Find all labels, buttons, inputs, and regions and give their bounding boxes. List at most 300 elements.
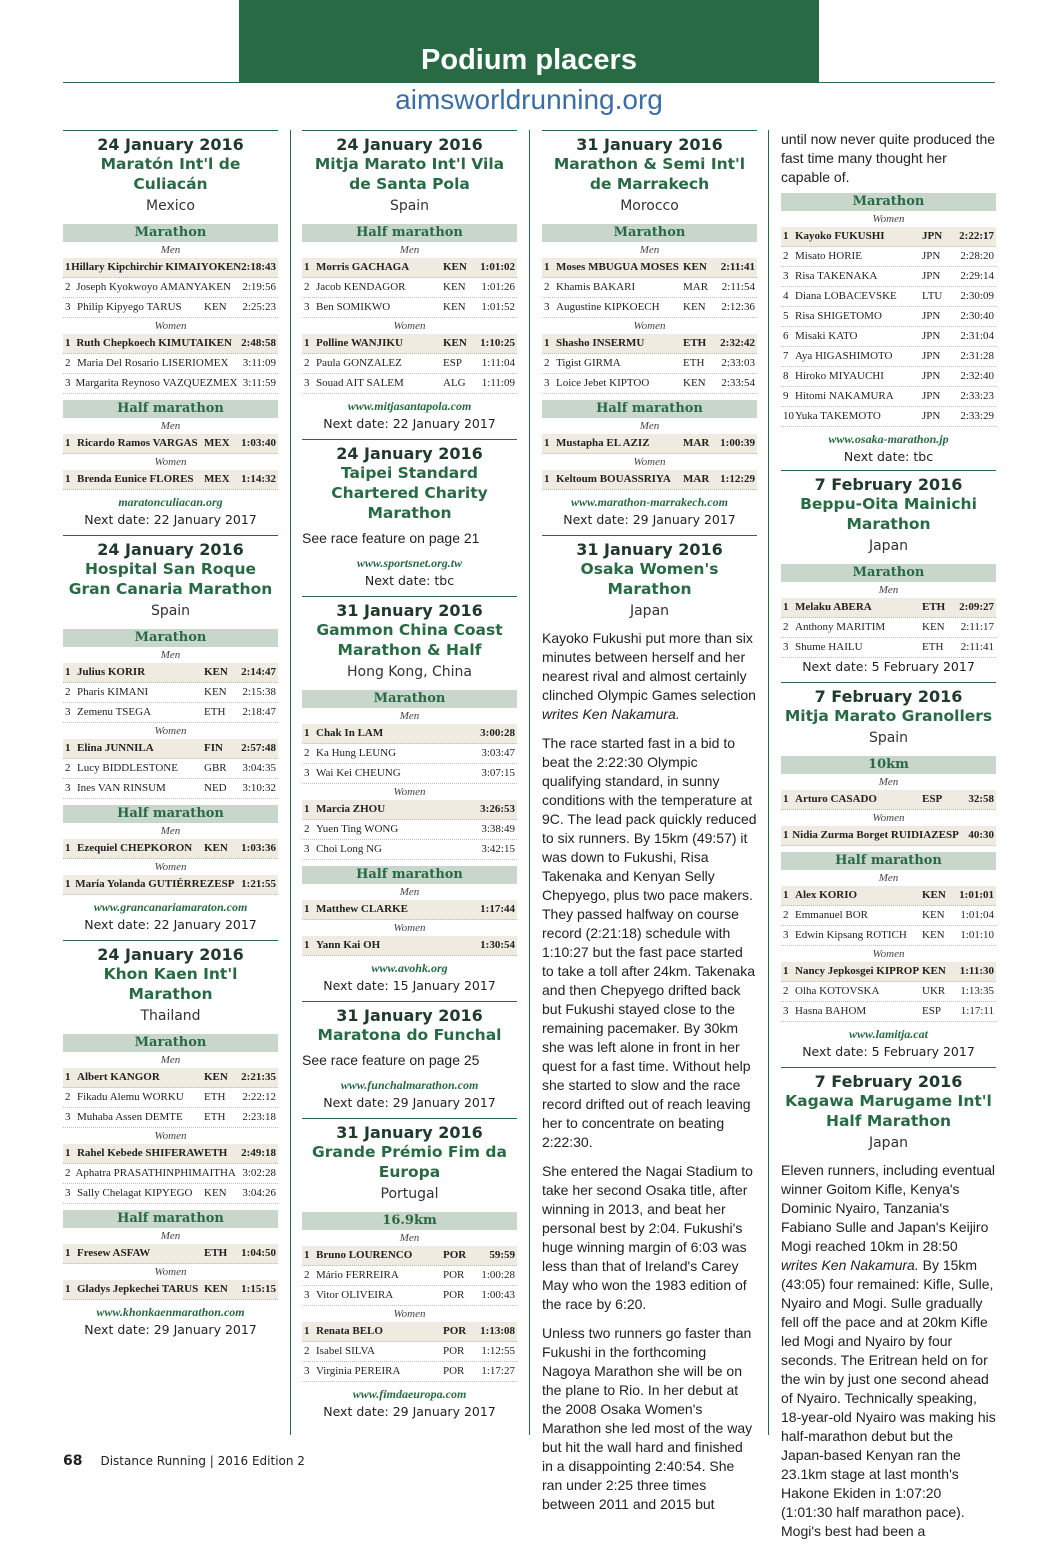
- athlete-name: Keltoum BOUASSRIYA: [556, 473, 671, 485]
- finish-time: 1:04:50: [241, 1247, 276, 1259]
- result-position: 3: [544, 377, 550, 389]
- finish-time: 1:01:10: [960, 929, 994, 941]
- race-name: Osaka Women's Marathon: [580, 560, 719, 598]
- finish-time: 2:49:18: [241, 1147, 276, 1159]
- result-position: 1: [783, 793, 789, 805]
- athlete-name: María Yolanda GUTIÉRREZ: [75, 878, 215, 890]
- race-feature-note: See race feature on page 21: [302, 530, 480, 546]
- finish-time: 2:33:54: [721, 377, 755, 389]
- result-row: [302, 278, 517, 298]
- finish-time: 1:14:32: [241, 473, 276, 485]
- result-position: 1: [783, 829, 789, 841]
- finish-time: 2:15:38: [242, 686, 276, 698]
- gender-label: Women: [154, 861, 187, 873]
- next-race-date: Next date: 22 January 2017: [84, 512, 257, 527]
- finish-time: 1:17:27: [481, 1365, 515, 1377]
- race-block: [302, 130, 517, 433]
- next-race-date: Next date: 29 January 2017: [323, 1095, 496, 1110]
- result-row: [63, 1088, 278, 1108]
- nationality: ETH: [683, 357, 705, 369]
- finish-time: 1:11:04: [481, 357, 515, 369]
- nationality: KEN: [922, 965, 946, 977]
- result-row: [781, 826, 996, 846]
- nationality: KEN: [443, 261, 467, 273]
- event-header: 16.9km: [302, 1212, 517, 1230]
- race-block: [63, 130, 278, 529]
- race-name: Grande Prémio Fim da Europa: [312, 1143, 507, 1181]
- result-row: [781, 267, 996, 287]
- page-title: Podium placers: [421, 44, 637, 76]
- finish-time: 2:28:20: [960, 250, 994, 262]
- race-block: [781, 682, 996, 1061]
- result-row: [63, 703, 278, 723]
- next-race-date: Next date: tbc: [364, 573, 455, 588]
- result-row: [302, 800, 517, 820]
- result-row: [781, 367, 996, 387]
- nationality: ETH: [204, 706, 226, 718]
- gender-label: Women: [633, 456, 666, 468]
- event-header: Marathon: [63, 224, 278, 242]
- nationality: NED: [204, 782, 227, 794]
- nationality: [443, 764, 473, 783]
- finish-time: 2:48:58: [241, 337, 276, 349]
- nationality: KEN: [443, 281, 466, 293]
- result-row: [542, 470, 757, 490]
- result-position: 3: [304, 377, 310, 389]
- result-position: 9: [783, 390, 789, 402]
- gender-label: Women: [154, 1130, 187, 1142]
- result-row: [302, 900, 517, 920]
- osaka-results: [781, 193, 996, 466]
- gender-label: Women: [154, 320, 187, 332]
- result-row: [302, 840, 517, 860]
- race-article-osaka: [542, 535, 757, 1514]
- column-3: [542, 130, 757, 1524]
- result-row: [302, 1362, 517, 1382]
- race-block: [542, 130, 757, 529]
- athlete-name: Khamis BAKARI: [556, 281, 636, 293]
- race-country: Japan: [868, 538, 909, 554]
- result-row: [781, 598, 996, 618]
- result-row: [781, 638, 996, 658]
- athlete-name: Hasna BAHOM: [795, 1005, 867, 1017]
- athlete-name: Melaku ABERA: [795, 601, 872, 613]
- finish-time: 2:31:28: [960, 350, 994, 362]
- race-name: Khon Kaen Int'l Marathon: [103, 965, 238, 1003]
- result-row: [781, 307, 996, 327]
- nationality: UKR: [922, 985, 946, 997]
- nationality: ETH: [922, 641, 944, 653]
- finish-time: 3:04:35: [242, 762, 276, 774]
- header-url[interactable]: aimsworldrunning.org: [395, 84, 663, 115]
- gender-label: Men: [399, 886, 420, 898]
- nationality: LTU: [922, 290, 943, 302]
- finish-time: 2:32:40: [960, 370, 994, 382]
- finish-time: 1:13:08: [480, 1325, 515, 1337]
- nationality: POR: [443, 1345, 465, 1357]
- nationality: [443, 744, 473, 763]
- finish-time: 2:11:41: [960, 641, 994, 653]
- result-position: 1: [304, 1249, 310, 1261]
- race-date: 24 January 2016: [97, 540, 244, 559]
- result-row: [63, 334, 278, 354]
- result-row: [302, 374, 517, 394]
- finish-time: 3:07:15: [481, 767, 515, 779]
- article-paragraph: The race started fast in a bid to beat the 2:22:30 Olympic qualifying standard, in sunny conditions with the temperature at 9C. The lead pack quickly reduced to six runners. By 15km (49:57) it was down to Fukushi, Risa Takenaka and Kenyan Selly Chepyego, plus two pace makers. They passed halfway on course record (2:21:18) schedule with 1:10:27 but the fast pace started to take a toll after 24km. Takenaka and then Chepyego drifted back but Fukushi stayed close to the remaining pacemaker. By 30km she was left alone in front in her quest for a fast time. Without help she started to slow and the race record drifted out of reach leaving her to concentrate on beating 2:22:30.: [542, 735, 757, 1150]
- race-date: 24 January 2016: [97, 945, 244, 964]
- finish-time: 1:11:30: [959, 965, 994, 977]
- race-name: Marathon & Semi Int'l de Marrakech: [553, 155, 746, 193]
- finish-time: 1:15:15: [241, 1283, 276, 1295]
- finish-time: 2:33:03: [721, 357, 755, 369]
- result-row: [63, 663, 278, 683]
- gender-label: Women: [393, 922, 426, 934]
- result-row: [542, 434, 757, 454]
- athlete-name: Jacob KENDAGOR: [316, 281, 406, 293]
- finish-time: 3:04:26: [242, 1187, 276, 1199]
- race-date: 7 February 2016: [814, 475, 963, 494]
- gender-label: Men: [878, 872, 899, 884]
- gender-label: Men: [160, 420, 181, 432]
- result-row: [63, 779, 278, 799]
- result-row: [302, 298, 517, 318]
- athlete-name: Brenda Eunice FLORES: [77, 473, 194, 485]
- nationality: ETH: [204, 1147, 228, 1159]
- athlete-name: Gladys Jepkechei TARUS: [77, 1283, 199, 1295]
- nationality: MEX: [204, 473, 230, 485]
- nationality: ESP: [938, 829, 959, 841]
- page-number: 68: [63, 1453, 83, 1469]
- race-date: 31 January 2016: [336, 601, 483, 620]
- finish-time: 3:26:53: [480, 803, 515, 815]
- result-position: 3: [304, 1365, 310, 1377]
- athlete-name: Hitomi NAKAMURA: [795, 390, 894, 402]
- nationality: KEN: [683, 261, 707, 273]
- nationality: KEN: [204, 1283, 228, 1295]
- athlete-name: Alex KORIO: [795, 889, 858, 901]
- result-row: [302, 1286, 517, 1306]
- gender-label: Men: [639, 244, 660, 256]
- athlete-name: Yuen Ting WONG: [316, 823, 399, 835]
- athlete-name: Chak In LAM: [316, 727, 384, 739]
- athlete-name: Ricardo Ramos VARGAS: [77, 437, 198, 449]
- athlete-name: Misaki KATO: [795, 330, 858, 342]
- athlete-name: Diana LOBACEVSKE: [795, 290, 897, 302]
- result-position: 2: [783, 621, 789, 633]
- athlete-name: Choi Long NG: [316, 843, 382, 855]
- race-website-link[interactable]: www.marathon-marrakech.com: [571, 495, 728, 509]
- gender-label: Men: [399, 710, 420, 722]
- finish-time: 1:10:25: [480, 337, 515, 349]
- header-divider: [63, 82, 995, 83]
- athlete-name: Kayoko FUKUSHI: [795, 230, 885, 242]
- publication-name: Distance Running | 2016 Edition 2: [100, 1454, 305, 1468]
- nationality: GBR: [204, 762, 227, 774]
- race-block: [302, 1118, 517, 1421]
- result-row: [63, 434, 278, 454]
- result-row: [302, 764, 517, 784]
- event-header: Marathon: [781, 564, 996, 582]
- nationality: ETH: [683, 337, 707, 349]
- result-position: 2: [65, 281, 71, 293]
- result-row: [781, 982, 996, 1002]
- result-position: 3: [65, 377, 71, 389]
- nationality: ETH: [204, 1091, 226, 1103]
- gender-label: Women: [872, 213, 905, 225]
- result-position: 2: [65, 357, 71, 369]
- nationality: THA: [213, 1167, 236, 1179]
- event-header: Half marathon: [781, 852, 996, 870]
- event-header: Half marathon: [302, 866, 517, 884]
- race-country: Hong Kong, China: [346, 664, 472, 680]
- result-row: [781, 906, 996, 926]
- race-date: 7 February 2016: [814, 687, 963, 706]
- race-website-link[interactable]: www.osaka-marathon.jp: [828, 432, 949, 446]
- gender-label: Women: [393, 320, 426, 332]
- nationality: POR: [443, 1325, 467, 1337]
- nationality: KEN: [922, 909, 945, 921]
- result-position: 1: [65, 1147, 71, 1159]
- result-position: 1: [304, 903, 310, 915]
- finish-time: 3:10:32: [242, 782, 276, 794]
- result-row: [781, 327, 996, 347]
- next-race-date: Next date: 29 January 2017: [323, 1404, 496, 1419]
- athlete-name: Albert KANGOR: [77, 1071, 160, 1083]
- race-website-link[interactable]: www.khonkaenmarathon.com: [96, 1305, 245, 1319]
- result-position: 3: [304, 767, 310, 779]
- result-position: 2: [304, 281, 310, 293]
- article-paragraph: [542, 629, 757, 724]
- next-race-date: Next date: 29 January 2017: [563, 512, 736, 527]
- nationality: KEN: [204, 686, 227, 698]
- result-position: 1: [65, 473, 71, 485]
- race-website-link[interactable]: www.avohk.org: [371, 961, 448, 975]
- finish-time: 1:11:09: [481, 377, 515, 389]
- result-row: [781, 247, 996, 267]
- finish-time: 2:21:35: [241, 1071, 276, 1083]
- nationality: KEN: [204, 842, 228, 854]
- result-row: [302, 724, 517, 744]
- nationality: MAR: [683, 473, 710, 485]
- athlete-name: Risa SHIGETOMO: [795, 310, 882, 322]
- race-website-link[interactable]: www.mitjasantapola.com: [347, 399, 472, 413]
- finish-time: 3:11:09: [242, 357, 276, 369]
- nationality: POR: [443, 1249, 467, 1261]
- athlete-name: Nidia Zurma Borget RUIDIAZ: [792, 829, 939, 841]
- race-name: Mitja Marato Granollers: [784, 707, 993, 725]
- result-row: [302, 820, 517, 840]
- result-position: 2: [783, 909, 789, 921]
- race-website-link[interactable]: www.sportsnet.org.tw: [356, 556, 463, 570]
- athlete-name: Margarita Reynoso VAZQUEZ: [75, 377, 213, 389]
- finish-time: 2:32:42: [720, 337, 755, 349]
- finish-time: 2:31:04: [960, 330, 994, 342]
- race-country: Spain: [150, 603, 191, 619]
- finish-time: 3:02:28: [242, 1167, 276, 1179]
- result-position: 3: [65, 1111, 71, 1123]
- next-race-date: Next date: 15 January 2017: [323, 978, 496, 993]
- nationality: JPN: [922, 410, 941, 422]
- race-date: 31 January 2016: [576, 540, 723, 559]
- result-row: [781, 926, 996, 946]
- next-race-date: Next date: 5 February 2017: [802, 1044, 975, 1059]
- result-position: 1: [65, 742, 71, 754]
- result-position: 1: [544, 337, 550, 349]
- finish-time: 2:11:41: [720, 261, 755, 273]
- nationality: KEN: [683, 377, 706, 389]
- finish-time: 2:11:54: [721, 281, 755, 293]
- athlete-name: Shasho INSERMU: [556, 337, 645, 349]
- nationality: JPN: [922, 230, 943, 242]
- finish-time: 1:17:44: [480, 903, 515, 915]
- race-website-link[interactable]: www.funchalmarathon.com: [340, 1078, 479, 1092]
- result-row: [781, 618, 996, 638]
- gender-label: Women: [872, 812, 905, 824]
- gender-label: Women: [872, 948, 905, 960]
- result-position: 2: [65, 686, 71, 698]
- nationality: MAR: [683, 437, 710, 449]
- column-1: [63, 130, 278, 1345]
- result-row: [302, 1342, 517, 1362]
- finish-time: 2:33:29: [960, 410, 994, 422]
- finish-time: 59:59: [489, 1249, 515, 1261]
- result-row: [302, 258, 517, 278]
- article-continuation: until now never quite produced the fast time many thought her capable of.: [781, 131, 996, 185]
- next-race-date: Next date: tbc: [843, 449, 934, 464]
- race-website-link[interactable]: www.fimdaeuropa.com: [352, 1387, 467, 1401]
- result-row: [63, 470, 278, 490]
- athlete-name: Mustapha EL AZIZ: [556, 437, 650, 449]
- result-position: 1: [65, 842, 71, 854]
- column-2: [302, 130, 517, 1427]
- result-row: [63, 1244, 278, 1264]
- athlete-name: Hillary Kipchirchir KIMAIYO: [71, 261, 218, 273]
- result-row: [542, 334, 757, 354]
- result-row: [781, 407, 996, 427]
- result-position: 1: [304, 727, 310, 739]
- result-position: 2: [783, 985, 789, 997]
- race-country: Japan: [629, 603, 670, 619]
- race-block: [63, 940, 278, 1339]
- gender-label: Women: [154, 725, 187, 737]
- athlete-name: Polline WANJIKU: [316, 337, 403, 349]
- article-text: Kayoko Fukushi put more than six minutes between herself and her nearest rival and almost certainly clinched Olympic Games selection: [542, 630, 756, 703]
- race-name: Mitja Marato Int'l Vila de Santa Pola: [314, 155, 505, 193]
- athlete-name: Olha KOTOVSKA: [795, 985, 880, 997]
- nationality: [443, 900, 473, 919]
- result-row: [542, 278, 757, 298]
- nationality: JPN: [922, 350, 941, 362]
- nationality: [443, 936, 473, 955]
- race-website-link[interactable]: www.lamitja.cat: [849, 1027, 928, 1041]
- result-position: 3: [783, 270, 789, 282]
- finish-time: 3:42:15: [481, 843, 515, 855]
- result-row: [63, 739, 278, 759]
- result-position: 2: [65, 762, 71, 774]
- result-position: 2: [65, 1167, 71, 1179]
- race-date: 31 January 2016: [576, 135, 723, 154]
- result-position: 4: [783, 290, 789, 302]
- athlete-name: Loice Jebet KIPTOO: [556, 377, 650, 389]
- athlete-name: Misato HORIE: [795, 250, 862, 262]
- result-position: 1: [783, 230, 789, 242]
- gender-label: Men: [160, 649, 181, 661]
- race-feature-note: See race feature on page 25: [302, 1052, 480, 1068]
- nationality: JPN: [922, 390, 941, 402]
- result-position: 1: [304, 337, 310, 349]
- nationality: FIN: [204, 742, 223, 754]
- article-paragraph: [781, 1161, 996, 1541]
- athlete-name: Aphatra PRASATHINPHIMAI: [75, 1167, 214, 1179]
- result-row: [63, 298, 278, 318]
- race-date: 24 January 2016: [336, 444, 483, 463]
- nationality: KEN: [922, 889, 946, 901]
- finish-time: 2:25:23: [242, 301, 276, 313]
- nationality: [443, 800, 473, 819]
- result-row: [63, 839, 278, 859]
- finish-time: 2:14:47: [241, 666, 276, 678]
- result-position: 2: [544, 281, 550, 293]
- gender-label: Women: [154, 456, 187, 468]
- finish-time: 2:09:27: [959, 601, 994, 613]
- nationality: ALG: [443, 377, 466, 389]
- result-row: [63, 1108, 278, 1128]
- result-row: [302, 744, 517, 764]
- race-website-link[interactable]: maratonculiacan.org: [118, 495, 223, 509]
- result-row: [781, 962, 996, 982]
- athlete-name: Fresew ASFAW: [77, 1247, 151, 1259]
- race-date: 31 January 2016: [336, 1006, 483, 1025]
- race-date: 24 January 2016: [336, 135, 483, 154]
- column-divider: [768, 130, 769, 1435]
- result-position: 2: [544, 357, 550, 369]
- nationality: ESP: [214, 878, 235, 890]
- result-position: 3: [65, 1187, 71, 1199]
- gender-label: Women: [633, 320, 666, 332]
- nationality: JPN: [922, 370, 941, 382]
- result-position: 1: [304, 939, 310, 951]
- athlete-name: Ben SOMIKWO: [316, 301, 391, 313]
- nationality: KEN: [204, 1071, 228, 1083]
- event-header: Marathon: [542, 224, 757, 242]
- nationality: [443, 840, 473, 859]
- athlete-name: Aya HIGASHIMOTO: [795, 350, 893, 362]
- race-block: [781, 470, 996, 676]
- race-website-link[interactable]: www.grancanariamaraton.com: [93, 900, 248, 914]
- nationality: ESP: [922, 793, 943, 805]
- athlete-name: Elina JUNNILA: [77, 742, 154, 754]
- result-position: 1: [65, 1247, 71, 1259]
- athlete-name: Shume HAILU: [795, 641, 863, 653]
- finish-time: 3:11:59: [242, 377, 276, 389]
- result-position: 8: [783, 370, 789, 382]
- gender-label: Men: [639, 420, 660, 432]
- result-position: 1: [65, 878, 71, 890]
- result-position: 3: [65, 782, 71, 794]
- finish-time: 2:29:14: [960, 270, 994, 282]
- athlete-name: Zemenu TSEGA: [77, 706, 152, 718]
- result-position: 2: [65, 1091, 71, 1103]
- result-row: [781, 387, 996, 407]
- finish-time: 1:01:52: [481, 301, 515, 313]
- result-row: [781, 347, 996, 367]
- result-row: [63, 1164, 278, 1184]
- gender-label: Men: [399, 244, 420, 256]
- nationality: KEN: [922, 929, 945, 941]
- athlete-name: Maria Del Rosario LISERIO: [77, 357, 204, 369]
- result-row: [63, 1144, 278, 1164]
- gender-label: Women: [393, 786, 426, 798]
